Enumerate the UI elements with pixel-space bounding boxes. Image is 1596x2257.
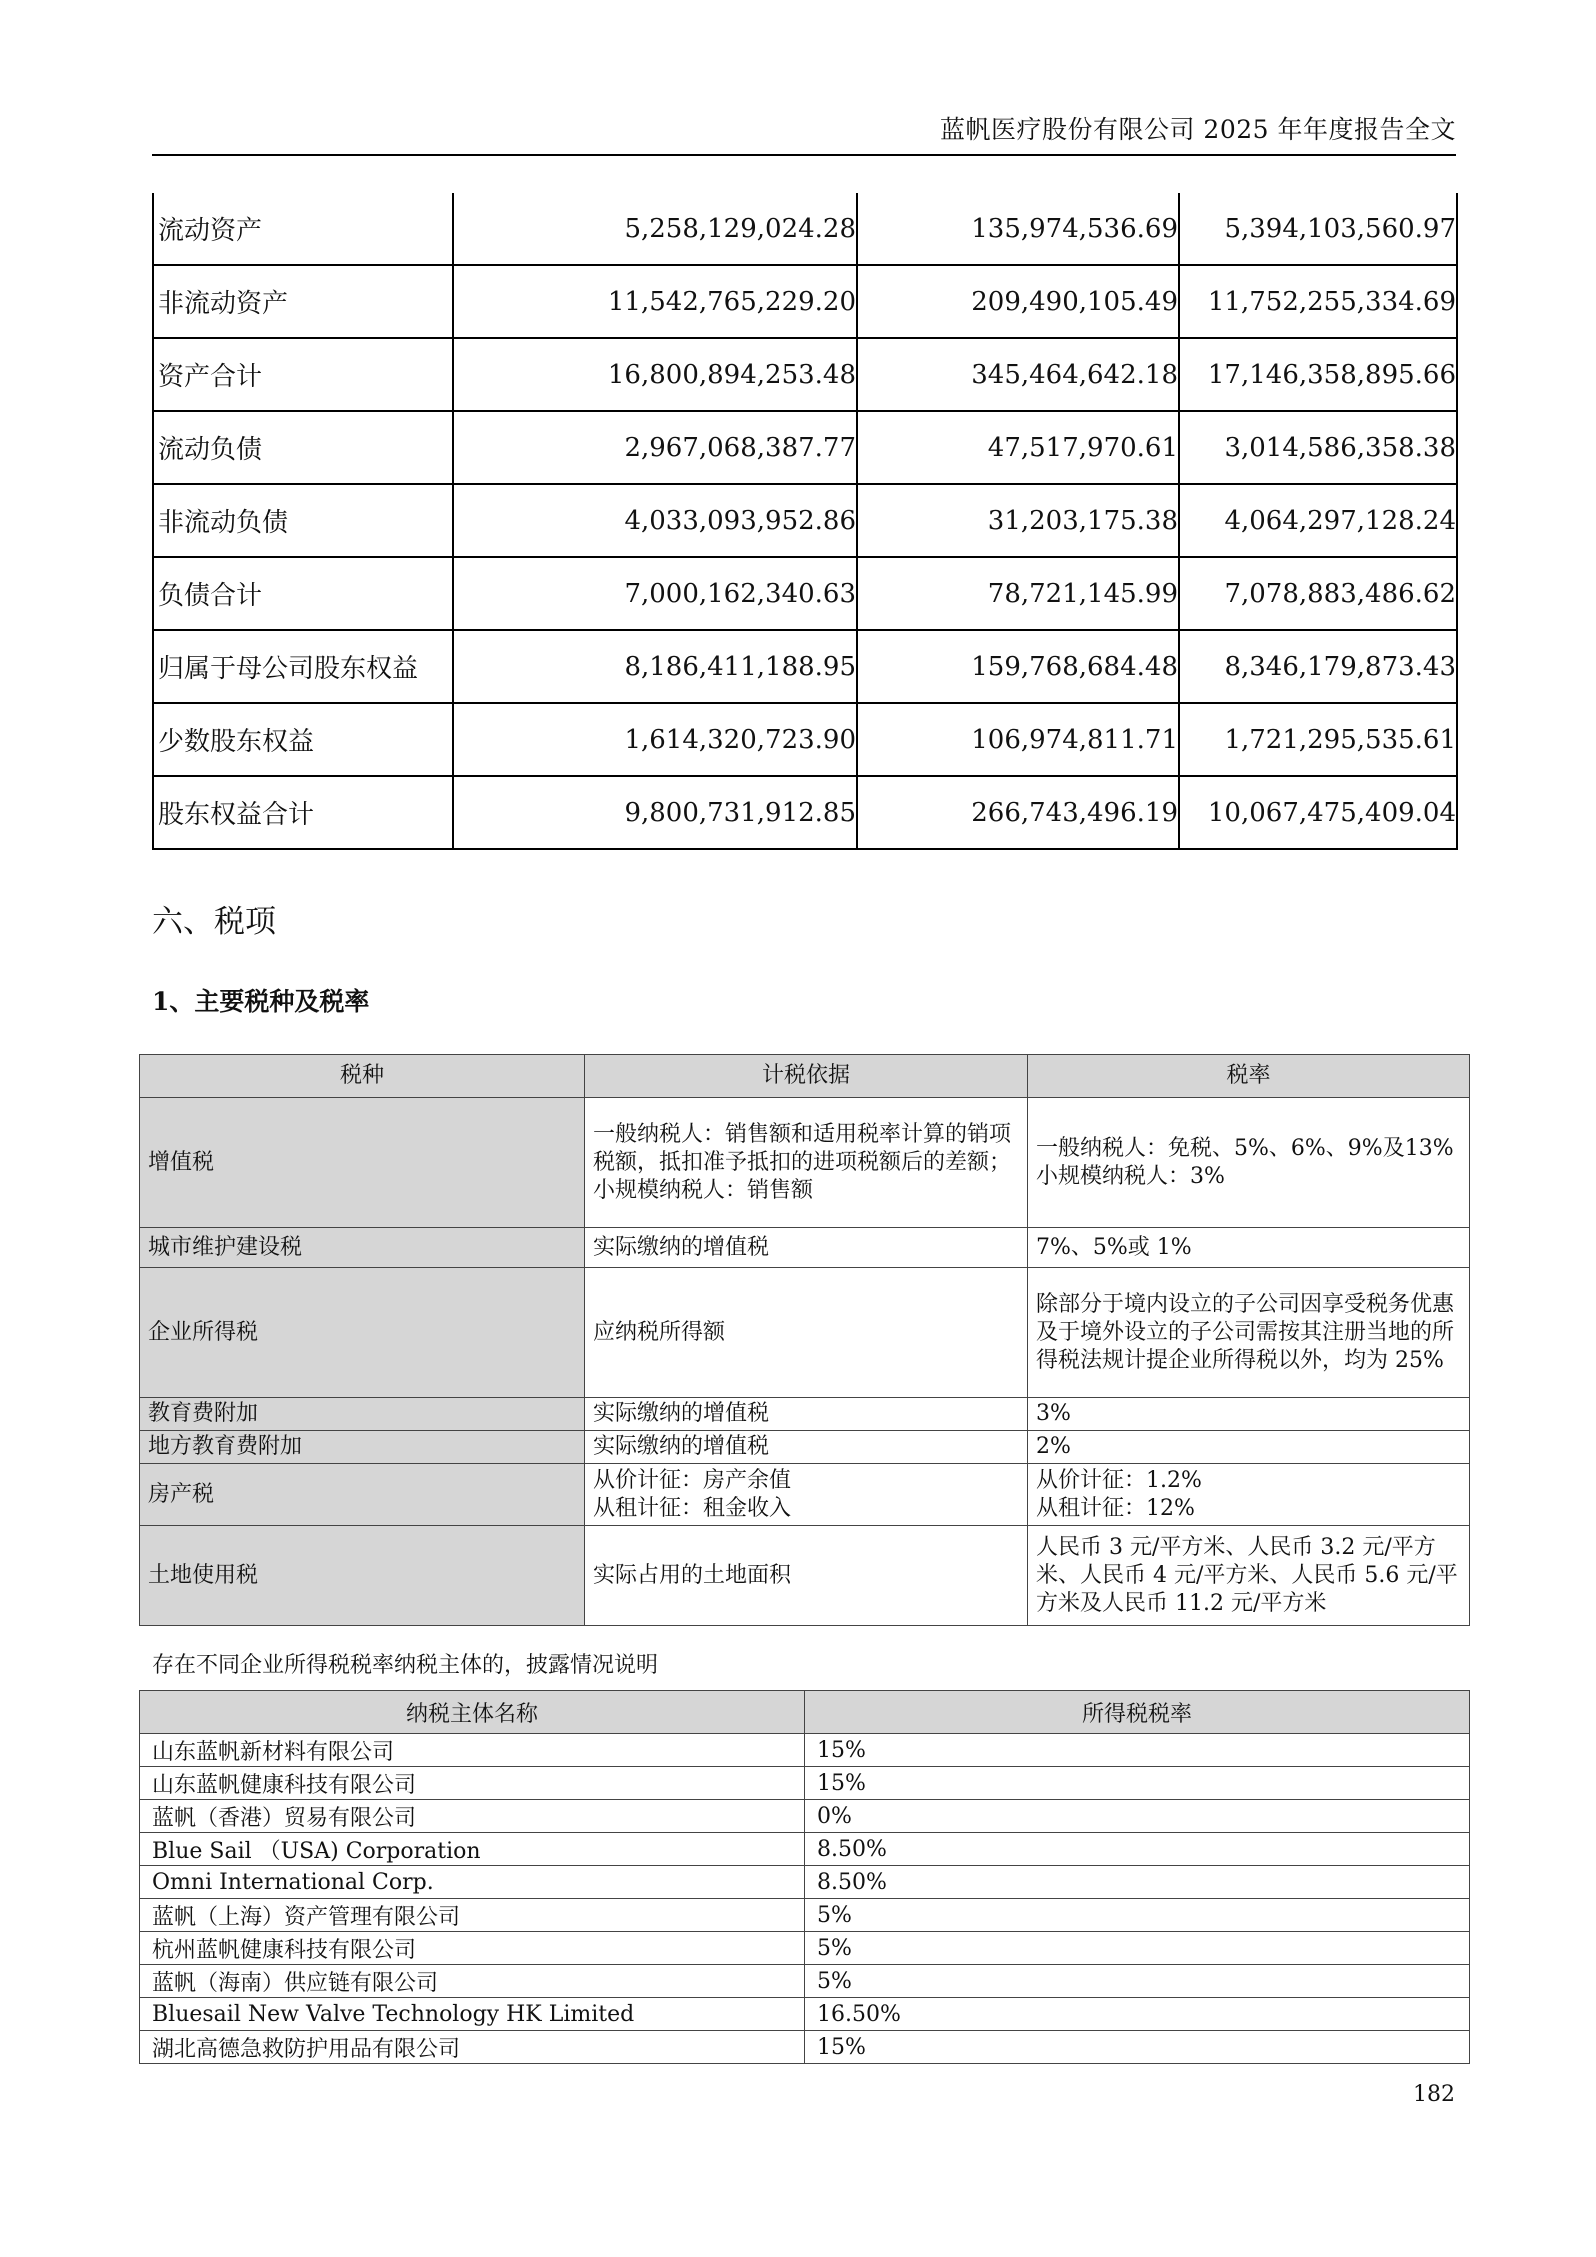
value-cell: 10,067,475,409.04 [1179,776,1457,849]
table-header-row [140,1055,1470,1098]
entity-name-cell: Bluesail New Valve Technology HK Limited [140,1998,805,2031]
row-label: 非流动资产 [153,265,453,338]
table-row [153,193,1457,265]
value-cell: 7,000,162,340.63 [453,557,857,630]
tax-type-cell: 房产税 [140,1464,585,1526]
table-row [153,557,1457,630]
tax-type-cell: 增值税 [140,1098,585,1228]
value-cell: 1,721,295,535.61 [1179,703,1457,776]
value-cell: 11,752,255,334.69 [1179,265,1457,338]
row-label: 归属于母公司股东权益 [153,630,453,703]
header-tax-rate: 税率 [1028,1055,1470,1098]
table-row [140,1464,1470,1526]
value-cell: 5,394,103,560.97 [1179,193,1457,265]
entity-name-cell: 山东蓝帆新材料有限公司 [140,1734,805,1767]
tax-rate-cell: 除部分于境内设立的子公司因享受税务优惠及于境外设立的子公司需按其注册当地的所得税法规计提企业所得税以外，均为 25% [1028,1268,1470,1398]
entity-rate-cell: 5% [805,1965,1470,1998]
entity-name-cell: 蓝帆（香港）贸易有限公司 [140,1800,805,1833]
value-cell: 4,033,093,952.86 [453,484,857,557]
page-header [152,108,1456,156]
table-row [140,1965,1470,1998]
table-row [140,1767,1470,1800]
entity-rate-cell: 5% [805,1899,1470,1932]
tax-basis-cell: 实际占用的土地面积 [585,1526,1028,1626]
tax-rate-cell: 人民币 3 元/平方米、人民币 3.2 元/平方米、人民币 4 元/平方米、人民币 5.6 元/平方米及人民币 11.2 元/平方米 [1028,1526,1470,1626]
tax-type-cell: 地方教育费附加 [140,1431,585,1464]
entity-name-cell: 蓝帆（海南）供应链有限公司 [140,1965,805,1998]
table-row [140,1899,1470,1932]
table-header-row [140,1691,1470,1734]
entity-rate-cell: 15% [805,1734,1470,1767]
row-label: 股东权益合计 [153,776,453,849]
entity-rate-cell: 0% [805,1800,1470,1833]
value-cell: 5,258,129,024.28 [453,193,857,265]
value-cell: 16,800,894,253.48 [453,338,857,411]
section-title: 六、税项 [152,904,276,940]
header-tax-type: 税种 [140,1055,585,1098]
value-cell: 345,464,642.18 [857,338,1179,411]
tax-type-cell: 教育费附加 [140,1398,585,1431]
row-label: 资产合计 [153,338,453,411]
value-cell: 11,542,765,229.20 [453,265,857,338]
row-label: 流动负债 [153,411,453,484]
table-row [153,265,1457,338]
table-row [140,1800,1470,1833]
entity-rate-cell: 15% [805,1767,1470,1800]
value-cell: 7,078,883,486.62 [1179,557,1457,630]
tax-basis-cell: 从价计征：房产余值 从租计征：租金收入 [585,1464,1028,1526]
value-cell: 9,800,731,912.85 [453,776,857,849]
tax-basis-cell: 实际缴纳的增值税 [585,1228,1028,1268]
table-row [153,776,1457,849]
value-cell: 8,346,179,873.43 [1179,630,1457,703]
entity-rate-cell: 15% [805,2031,1470,2064]
value-cell: 31,203,175.38 [857,484,1179,557]
table-row [140,1268,1470,1398]
entity-name-cell: 蓝帆（上海）资产管理有限公司 [140,1899,805,1932]
value-cell: 106,974,811.71 [857,703,1179,776]
value-cell: 78,721,145.99 [857,557,1179,630]
row-label: 少数股东权益 [153,703,453,776]
tax-rate-cell: 从价计征：1.2% 从租计征：12% [1028,1464,1470,1526]
section-subtitle: 1、主要税种及税率 [152,987,370,1016]
tax-basis-cell: 实际缴纳的增值税 [585,1431,1028,1464]
table-row [140,1098,1470,1228]
table-row [140,1431,1470,1464]
value-cell: 159,768,684.48 [857,630,1179,703]
report-title: 蓝帆医疗股份有限公司 2025 年年度报告全文 [939,115,1456,144]
value-cell: 209,490,105.49 [857,265,1179,338]
table-row [153,484,1457,557]
entity-name-cell: Blue Sail （USA) Corporation [140,1833,805,1866]
entity-rate-cell: 8.50% [805,1833,1470,1866]
tax-rate-cell: 2% [1028,1431,1470,1464]
entity-name-cell: Omni International Corp. [140,1866,805,1899]
row-label: 流动资产 [153,193,453,265]
value-cell: 1,614,320,723.90 [453,703,857,776]
tax-type-cell: 城市维护建设税 [140,1228,585,1268]
tax-rate-cell: 3% [1028,1398,1470,1431]
table-row [140,1398,1470,1431]
table-row [140,1998,1470,2031]
tax-basis-cell: 实际缴纳的增值税 [585,1398,1028,1431]
table-row [140,1734,1470,1767]
entity-name-cell: 杭州蓝帆健康科技有限公司 [140,1932,805,1965]
value-cell: 135,974,536.69 [857,193,1179,265]
table-row [153,630,1457,703]
value-cell: 2,967,068,387.77 [453,411,857,484]
tax-type-cell: 企业所得税 [140,1268,585,1398]
tax-rate-cell: 7%、5%或 1% [1028,1228,1470,1268]
entity-rate-cell: 8.50% [805,1866,1470,1899]
table-row [140,1526,1470,1626]
tax-basis-cell: 一般纳税人：销售额和适用税率计算的销项税额，抵扣准予抵扣的进项税额后的差额； 小规模纳税人：销售额 [585,1098,1028,1228]
disclosure-note: 存在不同企业所得税税率纳税主体的，披露情况说明 [152,1653,659,1678]
header-tax-basis: 计税依据 [585,1055,1028,1098]
value-cell: 8,186,411,188.95 [453,630,857,703]
tax-type-cell: 土地使用税 [140,1526,585,1626]
table-row [153,703,1457,776]
table-row [140,2031,1470,2064]
tax-rate-cell: 一般纳税人：免税、5%、6%、9%及13% 小规模纳税人：3% [1028,1098,1470,1228]
table-row [140,1932,1470,1965]
page-number: 182 [1413,2082,1455,2107]
entity-name-cell: 湖北高德急救防护用品有限公司 [140,2031,805,2064]
financial-summary-table [152,193,1458,850]
table-row [153,338,1457,411]
header-entity-name: 纳税主体名称 [140,1691,805,1734]
tax-basis-cell: 应纳税所得额 [585,1268,1028,1398]
tax-rate-table [139,1054,1470,1626]
value-cell: 266,743,496.19 [857,776,1179,849]
value-cell: 4,064,297,128.24 [1179,484,1457,557]
table-row [140,1866,1470,1899]
table-row [140,1833,1470,1866]
table-row [140,1228,1470,1268]
value-cell: 17,146,358,895.66 [1179,338,1457,411]
entity-rate-cell: 5% [805,1932,1470,1965]
row-label: 非流动负债 [153,484,453,557]
value-cell: 47,517,970.61 [857,411,1179,484]
value-cell: 3,014,586,358.38 [1179,411,1457,484]
header-income-tax-rate: 所得税税率 [805,1691,1470,1734]
entity-name-cell: 山东蓝帆健康科技有限公司 [140,1767,805,1800]
entity-tax-table [139,1690,1470,2064]
row-label: 负债合计 [153,557,453,630]
table-row [153,411,1457,484]
entity-rate-cell: 16.50% [805,1998,1470,2031]
